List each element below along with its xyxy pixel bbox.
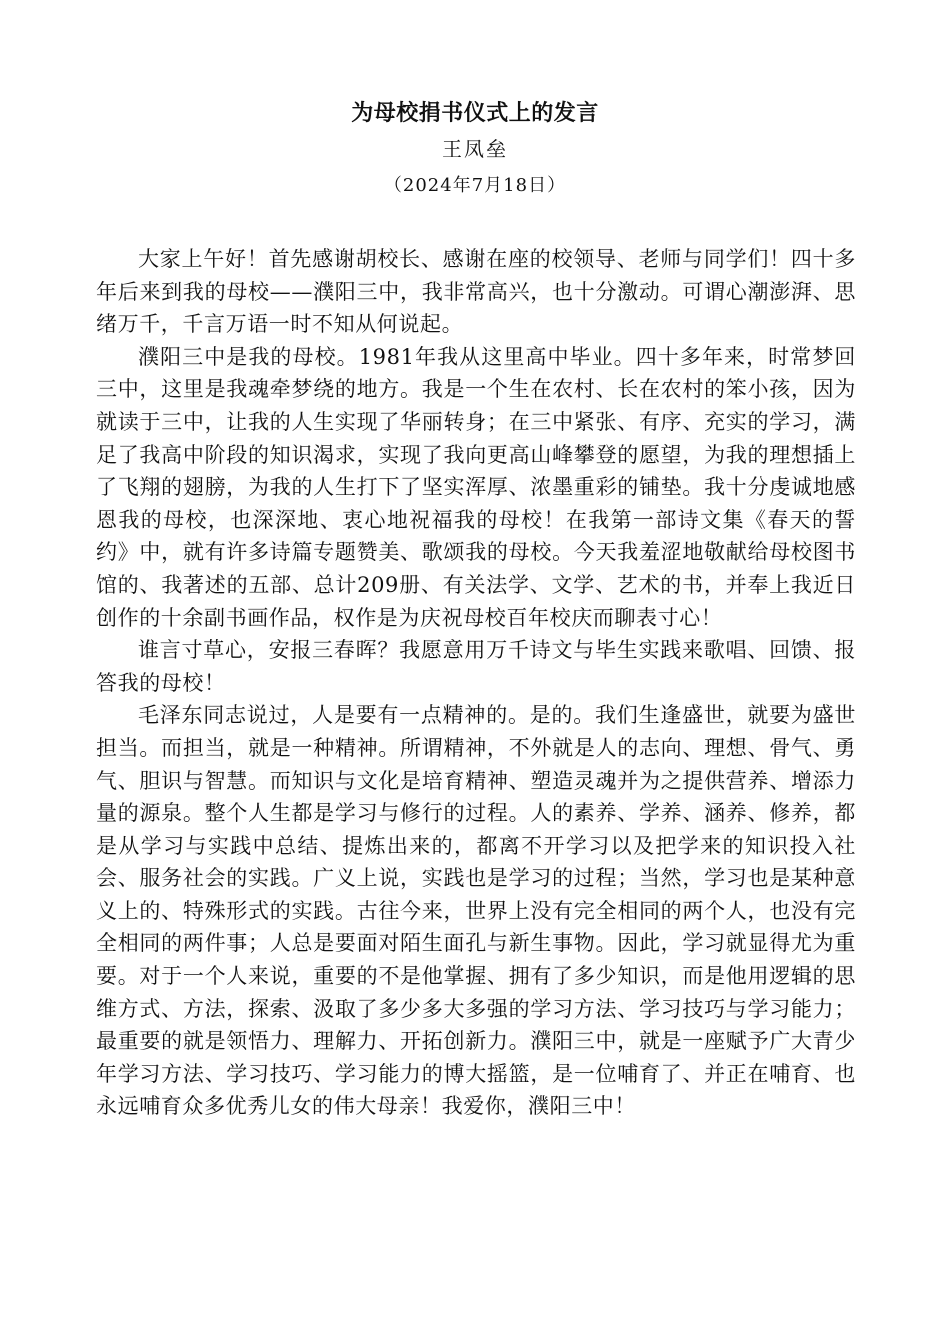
paragraph-alma-mater: 濮阳三中是我的母校。1981年我从这里高中毕业。四十多年来，时常梦回三中，这里是我魂牵梦绕的地方。我是一个生在农村、长在农村的笨小孩，因为就读于三中，让我的人生实现了华丽转身；在三中紧张、有序、充实的学习，满足了我高中阶段的知识渴求，实现了我向更高山峰攀登的愿望，为我的理想插上了飞翔的翅膀，为我的人生打下了坚实浑厚、浓墨重彩的铺垫。我十分虔诚地感恩我的母校，也深深地、衷心地祝福我的母校！在我第一部诗文集《春天的誓约》中，就有许多诗篇专题赞美、歌颂我的母校。今天我羞涩地敬献给母校图书馆的、我著述的五部、总计209册、有关法学、文学、艺术的书，并奉上我近日创作的十余副书画作品，权作是为庆祝母校百年校庆而聊表寸心！ [96,344,856,630]
paragraph-gratitude: 谁言寸草心，安报三春晖？我愿意用万千诗文与毕生实践来歌唱、回馈、报答我的母校！ [96,638,856,695]
speech-body [96,243,856,1123]
paragraph-spirit-learning: 毛泽东同志说过，人是要有一点精神的。是的。我们生逢盛世，就要为盛世担当。而担当，就是一种精神。所谓精神，不外就是人的志向、理想、骨气、勇气、胆识与智慧。而知识与文化是培育精神、塑造灵魂并为之提供营养、增添力量的源泉。整个人生都是学习与修行的过程。人的素养、学养、涵养、修养，都是从学习与实践中总结、提炼出来的，都离不开学习以及把学来的知识投入社会、服务社会的实践。广义上说，实践也是学习的过程；当然，学习也是某种意义上的、特殊形式的实践。古往今来，世界上没有完全相同的两个人，也没有完全相同的两件事；人总是要面对陌生面孔与新生事物。因此，学习就显得尤为重要。对于一个人来说，重要的不是他掌握、拥有了多少知识，而是他用逻辑的思维方式、方法，探索、汲取了多少多大多强的学习方法、学习技巧与学习能力；最重要的就是领悟力、理解力、开拓创新力。濮阳三中，就是一座赋予广大青少年学习方法、学习技巧、学习能力的博大摇篮，是一位哺育了、并正在哺育、也永远哺育众多优秀儿女的伟大母亲！我爱你，濮阳三中！ [96,703,856,1119]
speech-date: （2024年7月18日） [383,175,567,196]
author-name: 王凤垒 [442,137,508,161]
document-header [0,96,950,204]
paragraph-greeting: 大家上午好！首先感谢胡校长、感谢在座的校领导、老师与同学们！四十多年后来到我的母校——濮阳三中，我非常高兴，也十分激动。可谓心潮澎湃、思绪万千，千言万语一时不知从何说起。 [96,247,856,337]
document-title: 为母校捐书仪式上的发言 [351,100,599,126]
